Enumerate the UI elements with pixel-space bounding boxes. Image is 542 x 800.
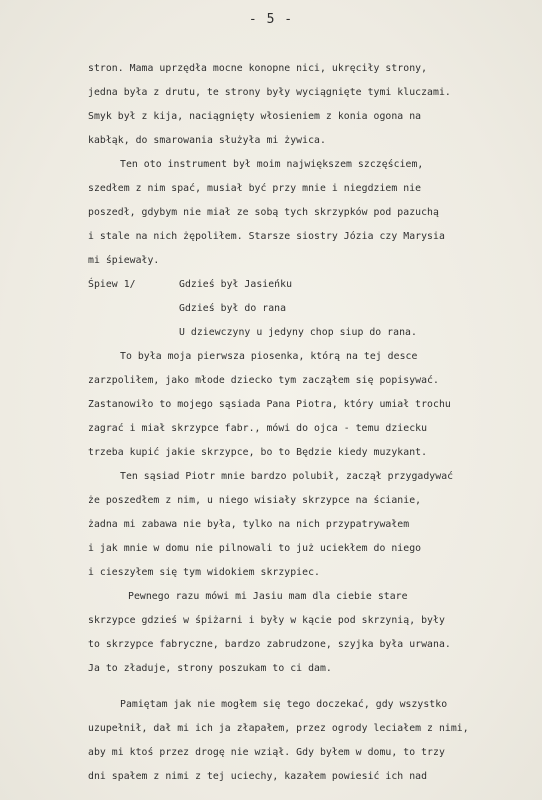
song-verse-1: Gdzieś był Jasieńku (179, 279, 293, 290)
text-line-27: Ja to zładuje, strony poszukam to ci dam. (88, 663, 332, 674)
text-line-22: i jak mnie w domu nie pilnowali to już uciekłem do niego (88, 543, 422, 554)
song-label: Śpiew 1/ (88, 279, 136, 290)
text-line-16: Zastanowiło to mojego sąsiada Pana Piotra, który umiał trochu (88, 399, 451, 410)
text-line-14: To była moja pierwsza piosenka, którą na tej desce (120, 351, 418, 362)
text-line-7: poszedł, gdybym nie miał ze sobą tych skrzypków pod pazuchą (88, 207, 439, 218)
text-line-18: trzeba kupić jakie skrzypce, bo to Będzie kiedy muzykant. (88, 447, 428, 458)
song-verse-2: Gdzieś był do rana (179, 303, 287, 314)
text-line-2: jedna była z drutu, te strony były wyciągnięte tymi kluczami. (88, 87, 451, 98)
text-line-15: zarzpoliłem, jako młode dziecko tym zacząłem się popisywać. (88, 375, 439, 386)
text-line-5: Ten oto instrument był moim największem szczęściem, (120, 159, 424, 170)
text-line-21: żadna mi zabawa nie była, tylko na nich przypatrywałem (88, 519, 410, 530)
text-line-31: dni spałem z nimi z tej uciechy, kazałem powiesić ich nad (88, 771, 428, 782)
text-line-28: Pamiętam jak nie mogłem się tego doczekać, gdy wszystko (120, 699, 448, 710)
text-line-20: że poszedłem z nim, u niego wisiały skrzypce na ścianie, (88, 495, 422, 506)
text-line-19: Ten sąsiad Piotr mnie bardzo polubił, zaczął przygadywać (120, 471, 454, 482)
song-verse-3: U dziewczyny u jedyny chop siup do rana. (179, 327, 417, 338)
text-line-8: i stale na nich żępoliłem. Starsze siostry Józia czy Marysia (88, 231, 445, 242)
text-line-4: kabłąk, do smarowania służyła mi żywica. (88, 135, 326, 146)
page-number: - 5 - (248, 12, 294, 27)
text-line-17: zagrać i miał skrzypce fabr., mówi do ojca - temu dziecku (88, 423, 428, 434)
text-line-1: stron. Mama uprzędła mocne konopne nici, ukręciły strony, (88, 63, 428, 74)
text-line-25: skrzypce gdzieś w śpiżarni i były w kącie pod skrzynią, były (88, 615, 445, 626)
text-line-30: aby mi ktoś przez drogę nie wziął. Gdy byłem w domu, to trzy (88, 747, 445, 758)
text-line-29: uzupełnił, dał mi ich ja złapałem, przez ogrody leciałem z nimi, (88, 723, 469, 734)
text-line-24: Pewnego razu mówi mi Jasiu mam dla ciebie stare (128, 591, 408, 602)
text-line-26: to skrzypce fabryczne, bardzo zabrudzone, szyjka była urwana. (88, 639, 451, 650)
text-line-6: szedłem z nim spać, musiał być przy mnie i niegdziem nie (88, 183, 422, 194)
text-line-9: mi śpiewały. (88, 255, 160, 266)
text-line-3: Smyk był z kija, naciągnięty włosieniem z konia ogona na (88, 111, 422, 122)
text-line-23: i cieszyłem się tym widokiem skrzypiec. (88, 567, 320, 578)
